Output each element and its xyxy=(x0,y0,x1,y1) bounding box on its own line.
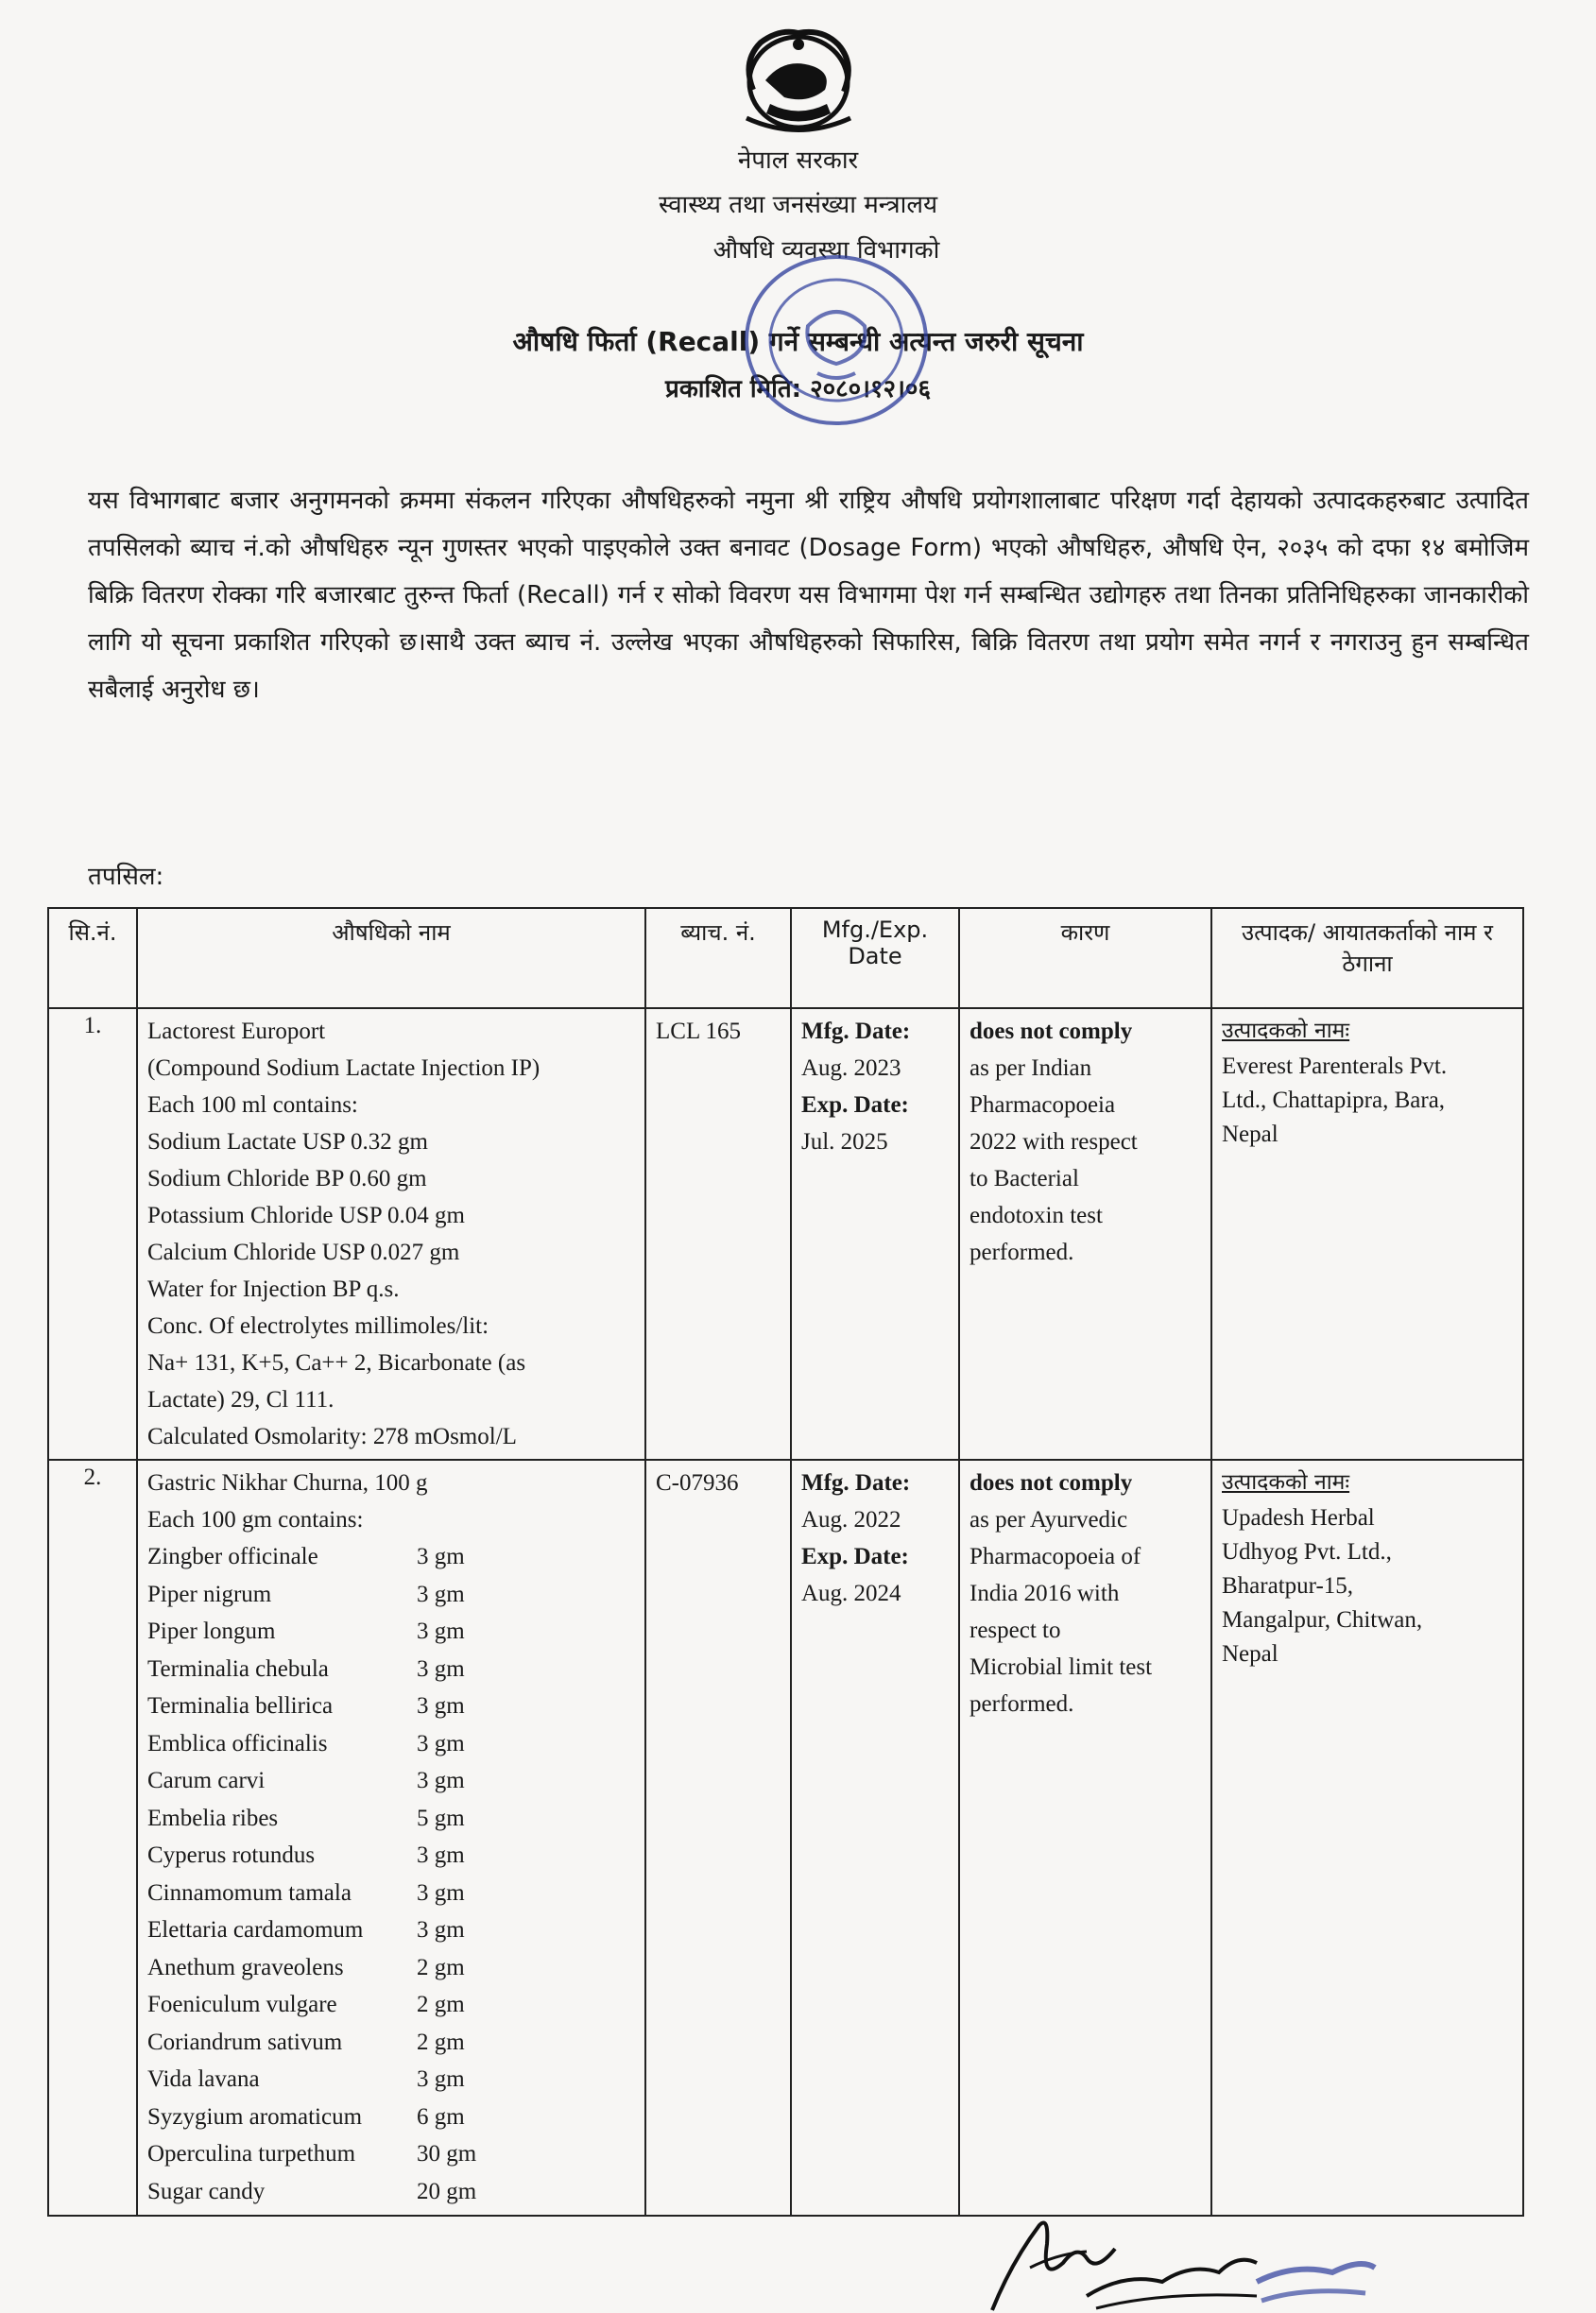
ingredient-qty: 5 gm xyxy=(417,1805,465,1831)
medicine-line: Lactorest Europort xyxy=(147,1019,326,1044)
reason-cell xyxy=(959,1460,1211,2216)
ingredient-name: Zingber officinale xyxy=(147,1544,318,1569)
ingredient-qty: 3 gm xyxy=(417,1655,465,1682)
manufacturer-line: Ltd., Chattapipra, Bara, xyxy=(1222,1088,1446,1113)
medicine-line: Calculated Osmolarity: 278 mOsmol/L xyxy=(147,1424,517,1449)
ingredient-row xyxy=(147,1875,635,1912)
ingredient-qty: 20 gm xyxy=(417,2178,477,2204)
reason-cell xyxy=(959,1008,1211,1460)
header-reason: कारण xyxy=(959,908,1211,1008)
ingredient-row xyxy=(147,2135,635,2173)
mfg-exp-cell xyxy=(791,1460,959,2216)
recall-table xyxy=(47,907,1524,2217)
ingredient-row xyxy=(147,1538,635,1576)
table-header-row xyxy=(48,908,1523,1008)
manufacturer-line: Upadesh Herbal xyxy=(1222,1505,1375,1531)
manufacturer-line: Bharatpur-15, xyxy=(1222,1573,1354,1599)
table-row xyxy=(48,1460,1523,2216)
medicine-line: Each 100 ml contains: xyxy=(147,1092,358,1118)
ingredient-name: Coriandrum sativum xyxy=(147,2029,343,2055)
ingredient-row xyxy=(147,2024,635,2062)
ingredient-qty: 3 gm xyxy=(417,2066,465,2092)
header-batch-number: ब्याच. नं. xyxy=(645,908,791,1008)
government-name: नेपाल सरकार xyxy=(737,146,859,175)
mfg-date: Aug. 2023 xyxy=(801,1055,901,1081)
exp-date: Jul. 2025 xyxy=(801,1129,888,1155)
batch-number: C-07936 xyxy=(656,1470,739,1496)
manufacturer-line: Mangalpur, Chitwan, xyxy=(1222,1607,1423,1633)
mfg-date: Aug. 2022 xyxy=(801,1507,901,1533)
publish-date: प्रकाशित मिति: २०८०।१२।०६ xyxy=(665,375,931,403)
reason-line: India 2016 with xyxy=(970,1581,1120,1606)
ingredient-name: Operculina turpethum xyxy=(147,2141,356,2167)
reason-line: performed. xyxy=(970,1240,1074,1265)
reason-line: Pharmacopoeia xyxy=(970,1092,1116,1118)
ingredient-qty: 3 gm xyxy=(417,1619,465,1644)
medicine-line: Potassium Chloride USP 0.04 gm xyxy=(147,1203,465,1228)
ingredient-name: Foeniculum vulgare xyxy=(147,1992,337,2017)
header-serial-number: सि.नं. xyxy=(48,908,137,1008)
details-label: तपसिल: xyxy=(88,863,164,891)
medicine-line: (Compound Sodium Lactate Injection IP) xyxy=(147,1055,541,1081)
ingredient-name: Cyperus rotundus xyxy=(147,1842,316,1868)
ingredient-row xyxy=(147,2061,635,2099)
ingredient-row xyxy=(147,1949,635,1987)
batch-number-cell xyxy=(645,1460,791,2216)
ingredient-name: Carum carvi xyxy=(147,1768,266,1793)
ingredient-qty: 3 gm xyxy=(417,1581,465,1607)
reason-line: to Bacterial xyxy=(970,1166,1079,1191)
mfg-date-label: Mfg. Date: xyxy=(801,1019,911,1044)
ingredient-name: Sugar candy xyxy=(147,2178,266,2204)
reason-line: performed. xyxy=(970,1691,1074,1717)
ingredient-row xyxy=(147,1576,635,1614)
medicine-line: Sodium Lactate USP 0.32 gm xyxy=(147,1129,428,1155)
ingredient-row xyxy=(147,1725,635,1763)
header-medicine-name: औषधिको नाम xyxy=(137,908,645,1008)
medicine-line: Sodium Chloride BP 0.60 gm xyxy=(147,1166,427,1191)
notice-title: औषधि फिर्ता (Recall) गर्ने सम्बन्धी अत्यन्त जरुरी सूचना xyxy=(512,326,1084,357)
manufacturer-line: Udhyog Pvt. Ltd., xyxy=(1222,1539,1392,1565)
ingredient-name: Terminalia bellirica xyxy=(147,1693,334,1719)
ingredient-qty: 6 gm xyxy=(417,2103,465,2130)
exp-date-label: Exp. Date: xyxy=(801,1092,909,1118)
medicine-line: Each 100 gm contains: xyxy=(147,1507,364,1533)
ingredient-name: Elettaria cardamomum xyxy=(147,1917,364,1943)
nepal-government-emblem-icon xyxy=(732,24,865,142)
ingredient-name: Embelia ribes xyxy=(147,1805,279,1831)
reason-line: as per Ayurvedic xyxy=(970,1507,1128,1533)
ingredient-name: Piper longum xyxy=(147,1619,276,1644)
reason-line: Pharmacopoeia of xyxy=(970,1544,1141,1569)
ingredient-row xyxy=(147,1613,635,1651)
manufacturer-line: Everest Parenterals Pvt. xyxy=(1222,1054,1448,1079)
ingredient-qty: 3 gm xyxy=(417,1879,465,1906)
reason-line: does not comply xyxy=(970,1019,1133,1044)
ingredient-row xyxy=(147,1762,635,1800)
manufacturer-line: Nepal xyxy=(1222,1122,1279,1147)
medicine-line: Water for Injection BP q.s. xyxy=(147,1276,400,1302)
batch-number-cell xyxy=(645,1008,791,1460)
table-row xyxy=(48,1008,1523,1460)
manufacturer-cell xyxy=(1211,1008,1523,1460)
ingredient-qty: 3 gm xyxy=(417,1730,465,1756)
ingredient-name: Piper nigrum xyxy=(147,1581,272,1607)
ingredient-qty: 3 gm xyxy=(417,1917,465,1943)
ingredient-qty: 2 gm xyxy=(417,1992,465,2017)
ingredient-name: Terminalia chebula xyxy=(147,1655,329,1682)
reason-line: Microbial limit test xyxy=(970,1654,1153,1680)
manufacturer-line: Nepal xyxy=(1222,1641,1279,1667)
reason-line: as per Indian xyxy=(970,1055,1092,1081)
ingredient-name: Cinnamomum tamala xyxy=(147,1879,352,1906)
ingredient-qty: 2 gm xyxy=(417,2029,465,2055)
ingredient-qty: 3 gm xyxy=(417,1842,465,1868)
office-stamp-icon xyxy=(728,241,945,439)
ingredient-row xyxy=(147,2173,635,2211)
ministry-name: स्वास्थ्य तथा जनसंख्या मन्त्रालय xyxy=(658,191,938,219)
ingredient-qty: 2 gm xyxy=(417,1954,465,1980)
ingredient-qty: 3 gm xyxy=(417,1693,465,1719)
notice-body-paragraph: यस विभागबाट बजार अनुगमनको क्रममा संकलन गरिएका औषधिहरुको नमुना श्री राष्ट्रिय औषधि प्रयोगशालाबाट परिक्षण गर्दा देहायको उत्पादकहरुबाट उत्पादित तपसिलको ब्याच नं.को औषधिहरु न्यून गुणस्तर भएको पाइएकोले उक्त बनावट (Dosage Form) भएको औषधिहरु, औषधि ऐन, २०३५ को दफा १४ बमोजिम बिक्रि वितरण रोक्का गरि बजारबाट तुरुन्त फिर्ता (Recall) गर्न र सोको विवरण यस विभागमा पेश गर्न सम्बन्धित उद्योगहरु तथा तिनका प्रतिनिधिहरुका जानकारीको लागि यो सूचना प्रकाशित गरिएको छ।साथै उक्त ब्याच नं. उल्लेख भएका औषधिहरुको सिफारिस, बिक्रि वितरण तथा प्रयोग समेत नगर्न र नगराउनु हुन सम्बन्धित सबैलाई अनुरोध छ। xyxy=(88,487,1529,704)
reason-line: does not comply xyxy=(970,1470,1133,1496)
serial-number-cell: 1. xyxy=(48,1008,137,1460)
department-name: औषधि व्यवस्था विभागको xyxy=(712,236,940,265)
medicine-line: Calcium Chloride USP 0.027 gm xyxy=(147,1240,460,1265)
ingredient-name: Syzygium aromaticum xyxy=(147,2103,363,2130)
ingredient-row xyxy=(147,1837,635,1875)
ingredient-qty: 30 gm xyxy=(417,2141,477,2167)
exp-date: Aug. 2024 xyxy=(801,1581,901,1606)
ingredient-name: Emblica officinalis xyxy=(147,1730,328,1756)
ingredient-list xyxy=(147,1538,635,2210)
manufacturer-label: उत्पादकको नामः xyxy=(1222,1019,1350,1043)
medicine-name-cell xyxy=(137,1460,645,2216)
ingredient-name: Anethum graveolens xyxy=(147,1954,344,1980)
medicine-line: Lactate) 29, Cl 111. xyxy=(147,1387,335,1413)
exp-date-label: Exp. Date: xyxy=(801,1544,909,1569)
header-manufacturer: उत्पादक/ आयातकर्ताको नाम र ठेगाना xyxy=(1211,908,1523,1008)
reason-line: 2022 with respect xyxy=(970,1129,1138,1155)
ingredient-qty: 3 gm xyxy=(417,1544,465,1569)
manufacturer-cell xyxy=(1211,1460,1523,2216)
medicine-line: Gastric Nikhar Churna, 100 g xyxy=(147,1470,428,1496)
mfg-date-label: Mfg. Date: xyxy=(801,1470,911,1496)
ingredient-name: Vida lavana xyxy=(147,2066,260,2092)
serial-number-cell: 2. xyxy=(48,1460,137,2216)
medicine-name-cell xyxy=(137,1008,645,1460)
header-mfg-exp-date: Mfg./Exp. Date xyxy=(791,908,959,1008)
ingredient-row xyxy=(147,1688,635,1725)
batch-number: LCL 165 xyxy=(656,1019,742,1044)
ingredient-row xyxy=(147,1911,635,1949)
reason-line: respect to xyxy=(970,1618,1061,1643)
ingredient-row xyxy=(147,1800,635,1838)
ingredient-row xyxy=(147,1986,635,2024)
ingredient-row xyxy=(147,1651,635,1688)
ingredient-qty: 3 gm xyxy=(417,1768,465,1793)
mfg-exp-cell xyxy=(791,1008,959,1460)
reason-line: endotoxin test xyxy=(970,1203,1103,1228)
manufacturer-label: उत्पादकको नामः xyxy=(1222,1470,1350,1495)
signature-icon xyxy=(973,2206,1380,2313)
medicine-line: Na+ 131, K+5, Ca++ 2, Bicarbonate (as xyxy=(147,1350,526,1376)
medicine-line: Conc. Of electrolytes millimoles/lit: xyxy=(147,1313,489,1339)
ingredient-row xyxy=(147,2099,635,2136)
